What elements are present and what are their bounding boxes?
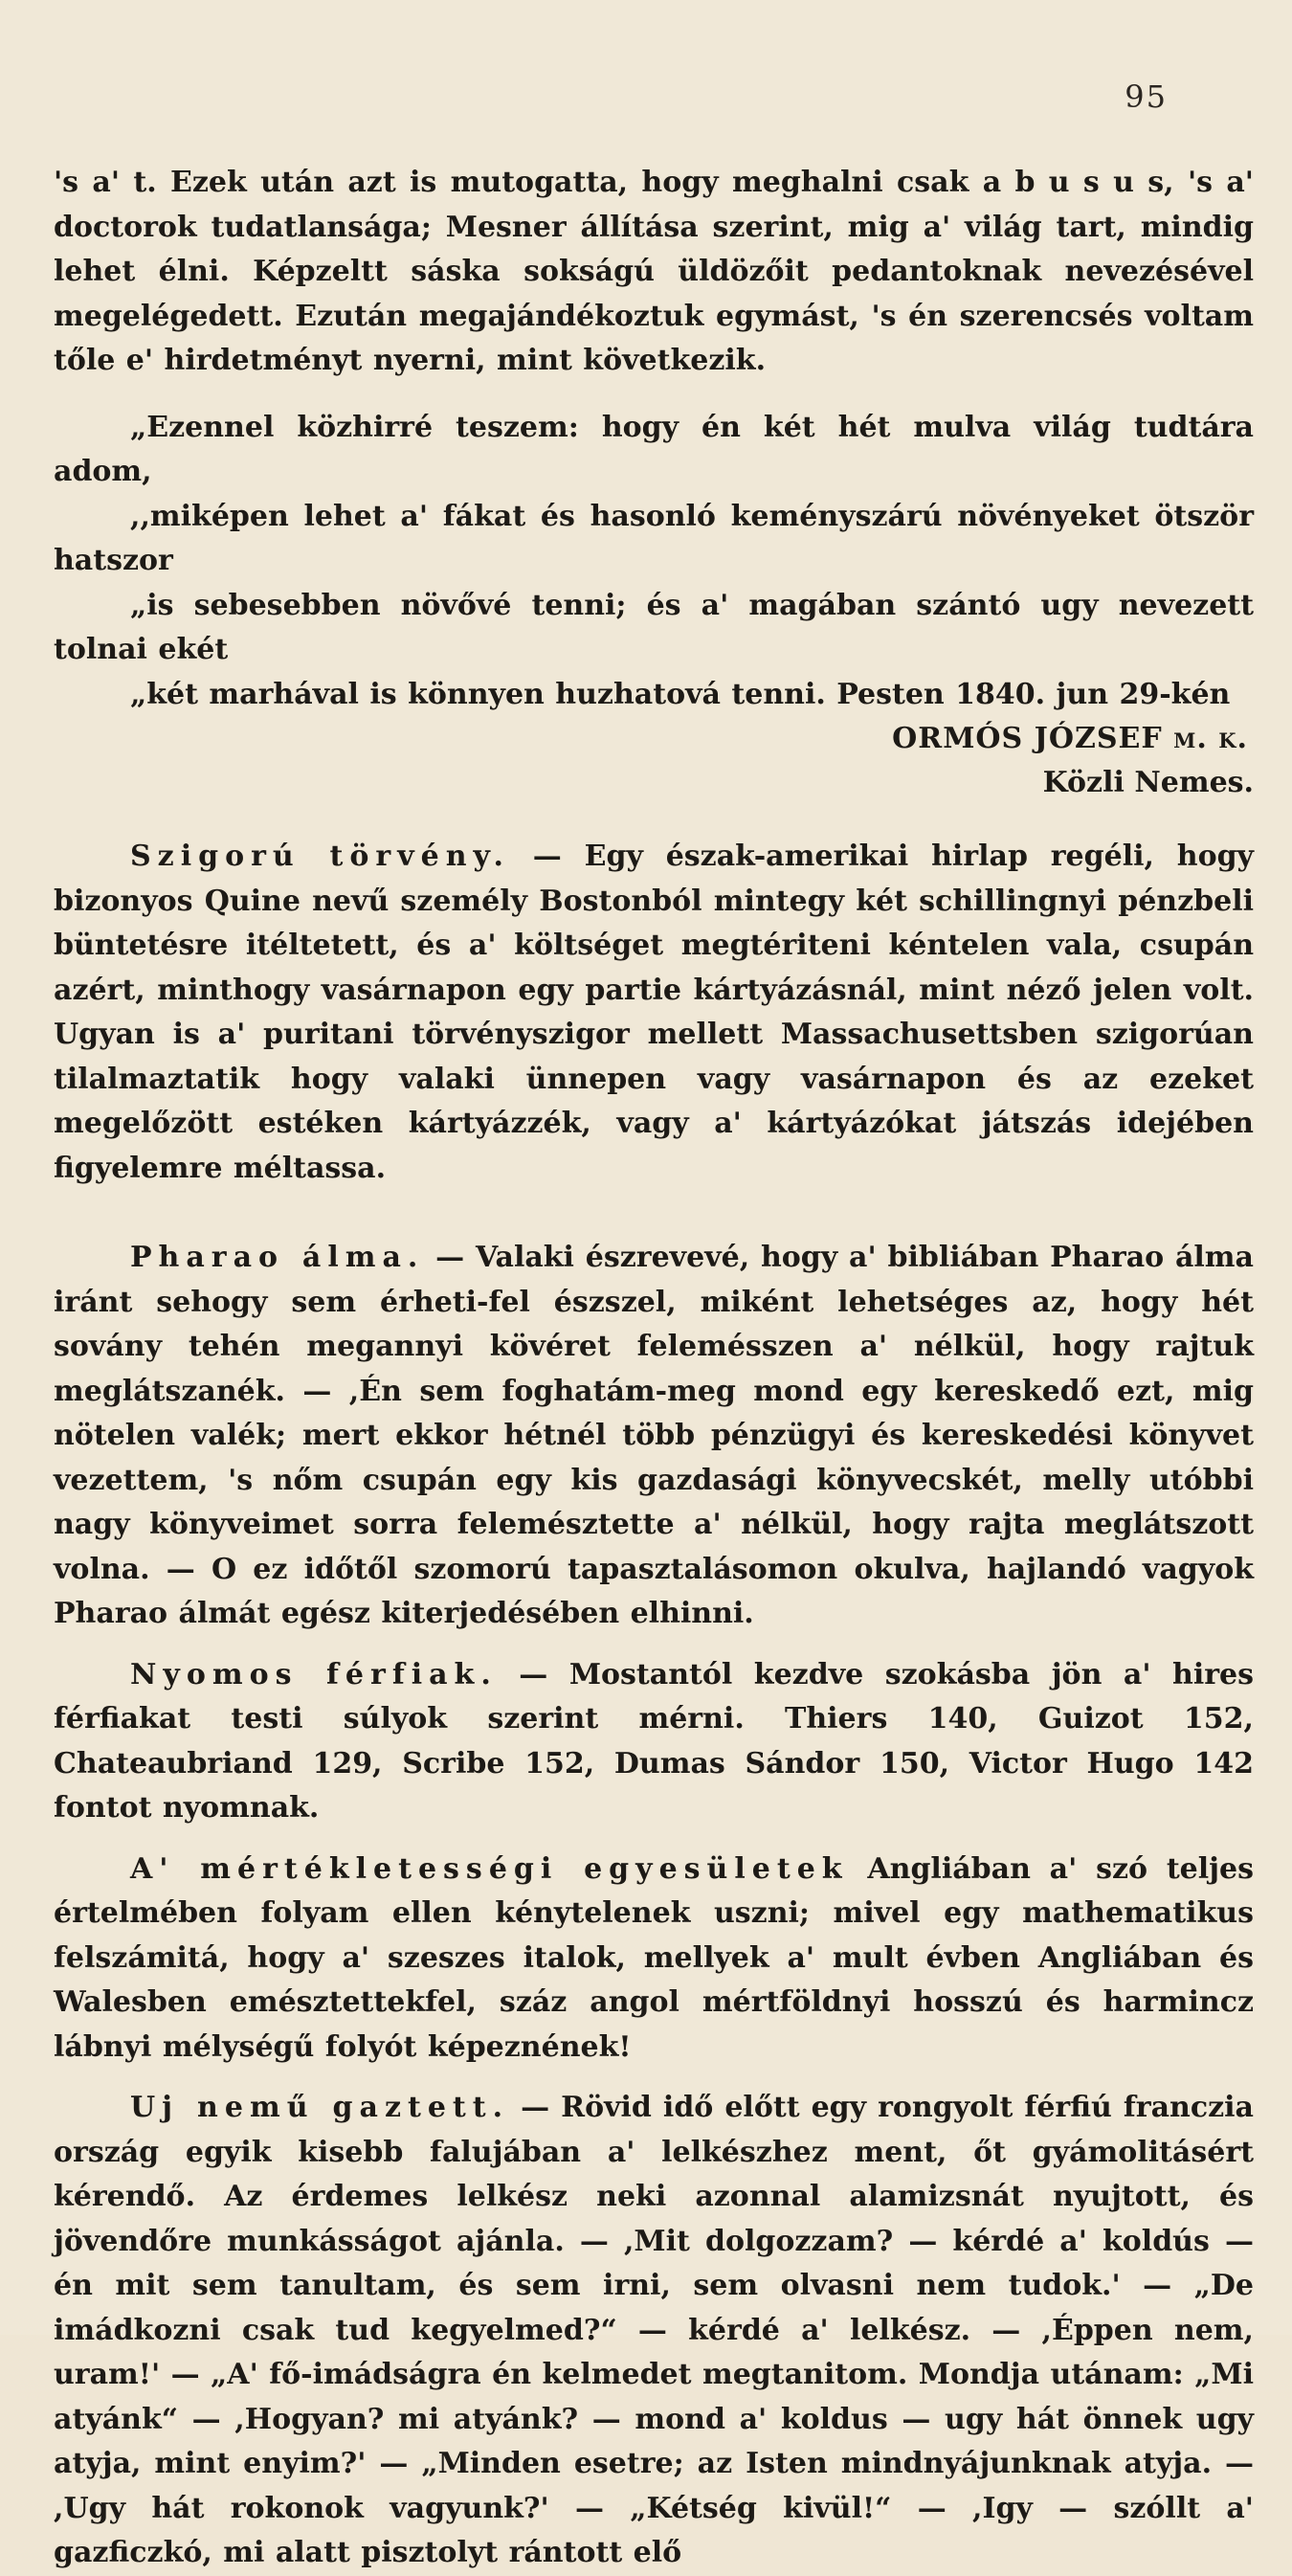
section-gap — [54, 1831, 1254, 1848]
text-pharaoh-dream: — Valaki észrevevé, hogy a' bibliában Pharao álma iránt sehogy sem érheti-fel észszel, miként lehetséges az, hogy hét sovány tehén megannyi kövéret felemésszen a' nélkül, hogy rajtuk meglátszanék. — ,Én sem foghatám-meg mond egy kereskedő ezt, mig nötelen valék; mert ekkor hétnél több pénzügyi és kereskedési könyvet vezettem, 's nőm csupán egy kis gazdasági könyvecskét, melly utóbbi nagy könyveimet sorra felemésztette a' nélkül, hogy rajta meglátszott volna. — O ez időtől szomorú tapasztalásomon okulva, hajlandó vagyok Pharao álmát egész kiterjedésében elhinni. — [54, 1241, 1254, 1630]
signature-source: Közli Nemes. — [1042, 766, 1254, 799]
section-gap — [54, 1637, 1254, 1653]
paragraph-heavy-men — [54, 1653, 1254, 1831]
announcement-line-2: ,,miképen lehet a' fákat és hasonló keményszárú növényeket ötször hatszor — [54, 499, 1254, 577]
heading-heavy-men: Nyomos férfiak. — [130, 1657, 498, 1691]
heading-new-crime: Uj nemű gaztett. — [130, 2091, 510, 2124]
paragraph-temperance — [54, 1848, 1254, 2071]
section-gap — [54, 2070, 1254, 2086]
heading-pharaoh-dream: Pharao álma. — [130, 1241, 425, 1274]
text-strict-law: — Egy észak-amerikai hirlap regéli, hogy bizonyos Quine nevű személy Bostonból mintegy két schillingnyi pénzbeli büntetésre itéltetett, és a' költséget megtériteni kéntelen vala, csupán azért, minthogy vasárnapon egy partie kártyázásnál, mint néző jelen volt. Ugyan is a' puritani törvényszigor mellett Massachusettsben szigorúan tilalmaztatik hogy valaki ünnepen vagy vasárnapon és az ezeket megelőzött estéken kártyázzék, vagy a' kártyázókat játszás idejében figyelemre méltassa. — [54, 840, 1254, 1185]
section-gap — [54, 805, 1254, 835]
signature-name: ORMÓS JÓZSEF m. k. — [892, 722, 1248, 755]
paragraph-strict-law — [54, 835, 1254, 1191]
paragraph-pharaoh-dream — [54, 1236, 1254, 1637]
announcement-quote — [54, 406, 1254, 718]
text-heavy-men: — Mostantól kezdve szokásba jön a' hires férfiakat testi súlyok szerint mérni. Thiers 140, Guizot 152, Chateaubriand 129, Scribe 152, Dumas Sándor 150, Victor Hugo 142 fontot nyomnak. — [54, 1657, 1255, 1825]
announcement-line-3: „is sebesebben növővé tenni; és a' magában szántó ugy nevezett tolnai ekét — [54, 588, 1254, 666]
announcement-line-4: „két marhával is könnyen huzhatová tenni. Pesten 1840. jun 29-kén — [130, 677, 1231, 711]
page-content — [54, 161, 1254, 2576]
paragraph-intro: 's a' t. Ezek után azt is mutogatta, hogy meghalni csak a b u s u s, 's a' doctorok tudatlansága; Mesner állítása szerint, mig a' világ tart, mindig lehet élni. Képzeltt sáska sokságú üldözőit pedantoknak nevezésével megelégedett. Ezután megajándékoztuk egymást, 's én szerencsés voltam tőle e' hirdetményt nyerni, mint következik. — [54, 166, 1254, 377]
page-number: 95 — [1125, 78, 1168, 115]
heading-temperance: A' mértékletességi egyesületek — [130, 1851, 849, 1886]
text-new-crime: — Rövid idő előtt egy rongyolt férfiú franczia ország egyik kisebb falujában a' lelkészhez ment, őt gyámolitásért kérendő. Az érdemes lelkész neki azonnal alamizsnát nyujtott, és jövendőre munkásságot ajánla. — ,Mit dolgozzam? — kérdé a' koldús — én mit sem tanultam, és sem irni, sem olvasni nem tudok.' — „De imádkozni csak tud kegyelmed?“ — kérdé a' lelkész. — ,Éppen nem, uram!' — „A' fő-imádságra én kelmedet megtanitom. Mondja utánam: „Mi atyánk“ — ,Hogyan? mi atyánk? — mond a' koldus — ugy hát önnek ugy atyja, mint enyim?' — „Minden esetre; az Isten mindnyájunknak atyja. — ,Ugy hát rokonok vagyunk?' — „Kétség kivül!“ — ,Igy — szóllt a' gazficzkó, mi alatt pisztolyt rántott elő — [54, 2091, 1254, 2569]
announcement-line-1: „Ezennel közhirré teszem: hogy én két hét mulva világ tudtára adom, — [54, 410, 1254, 488]
paragraph-new-crime — [54, 2086, 1254, 2576]
text-temperance: Angliában a' szó teljes értelmében folyam ellen kénytelenek uszni; mivel egy mathematikus felszámitá, hogy a' szeszes italok, mellyek a' mult évben Angliában és Walesben emésztettekfel, száz angol mértföldnyi hosszú és harmincz lábnyi mélységű folyót képeznének! — [54, 1851, 1254, 2064]
section-gap — [54, 1191, 1254, 1236]
heading-strict-law: Szigorú törvény. — [130, 840, 510, 873]
